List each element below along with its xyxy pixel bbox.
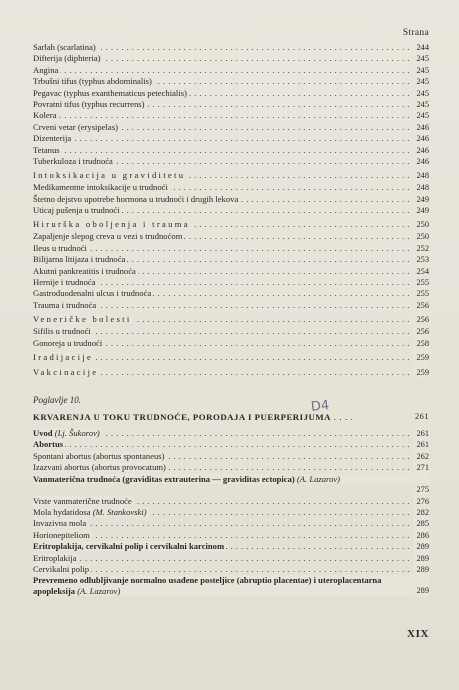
- toc-entry-abortus: [33, 439, 429, 450]
- section-title: Hirurška oboljenja i trauma: [33, 219, 190, 230]
- toc-entry: [33, 243, 429, 254]
- entry-page: 255: [413, 288, 429, 299]
- toc-entry: [33, 564, 429, 575]
- entry-page: 259: [413, 349, 429, 364]
- toc-entry-uvod: [33, 428, 429, 439]
- section-title: Iradijacije: [33, 351, 94, 362]
- entry-title: Prevremeno odlubljivanje normalno usađene posteljice (abruptio placentae) i uteroplacentarna apopleksija (A. Lazarov): [33, 575, 429, 596]
- entry-page: 261: [413, 428, 429, 439]
- entry-title: Ileus u trudnoći: [33, 242, 87, 253]
- entry-title: Crveni vetar (erysipelas): [33, 121, 118, 132]
- toc-entry: [33, 300, 429, 311]
- section-title: Intoksikacija u graviditetu: [33, 170, 186, 181]
- entry-title: Dizenterija: [33, 133, 72, 144]
- section-heading-venereal: [33, 311, 429, 326]
- section-venereal: [33, 326, 429, 349]
- entry-page: 256: [413, 311, 429, 326]
- toc-entry: [33, 110, 429, 121]
- entry-page: 246: [413, 122, 429, 133]
- toc-entry: [33, 326, 429, 337]
- entry-title: Izazvani abortus (abortus provocatum): [33, 462, 166, 473]
- entry-page: 244: [413, 42, 429, 53]
- entry-title: Sifilis u trudnoći: [33, 326, 91, 337]
- section-heading-surgery: [33, 216, 429, 231]
- toc-entry: [33, 496, 429, 507]
- toc-entry: [33, 133, 429, 144]
- entry-page: 286: [413, 530, 429, 541]
- entry-page: 259: [413, 364, 429, 379]
- entry-page: 249: [413, 205, 429, 216]
- section-intoxication: [33, 182, 429, 216]
- entry-title: Medikamentne intoksikacije u trudnoći: [33, 182, 168, 193]
- entry-title: Gastroduodenalni ulcus i trudnoća: [33, 288, 152, 299]
- toc-entry: [33, 88, 429, 99]
- entry-title: Bilijarna litijaza i trudnoća: [33, 254, 126, 265]
- entry-title: Akutni pankreatitis i trudnoća: [33, 265, 136, 276]
- toc-entry: [33, 266, 429, 277]
- entry-title: Eritroplakija: [33, 552, 77, 563]
- entry-title: Povratni tifus (typhus recurrens): [33, 98, 145, 109]
- entry-title: Kolera: [33, 110, 57, 121]
- toc-entry: [33, 530, 429, 541]
- entry-title: Angina: [33, 64, 59, 75]
- handwritten-note: D4: [310, 398, 331, 415]
- section-infections: [33, 42, 429, 167]
- section-heading-intoxication: [33, 167, 429, 182]
- toc-entry: [33, 518, 429, 529]
- section-surgery: [33, 231, 429, 311]
- entry-title: Tuberkuloza i trudnoća: [33, 155, 113, 166]
- table-of-contents: [33, 42, 429, 597]
- page-column-header: Strana: [402, 28, 429, 38]
- entry-page: 262: [413, 451, 429, 462]
- entry-page: 256: [413, 300, 429, 311]
- entry-page: 282: [413, 507, 429, 518]
- toc-entry: [33, 254, 429, 265]
- chapter-title: KRVARENJA U TOKU TRUDNOĆE, PORODAJA I PUERPERIJUMA: [33, 411, 331, 422]
- entry-title: Eritroplakija, cervikalni polip i cervikalni karcinom: [33, 541, 225, 552]
- entry-page: 289: [413, 553, 429, 564]
- toc-entry: [33, 42, 429, 53]
- entry-page: 261: [413, 439, 429, 450]
- toc-entry: [33, 65, 429, 76]
- entry-page: 245: [413, 76, 429, 87]
- toc-entry: [33, 53, 429, 64]
- entry-title: Difterija (diphteria): [33, 53, 101, 64]
- entry-page: 245: [413, 88, 429, 99]
- entry-title: Spontani abortus (abortus spontaneus): [33, 450, 165, 461]
- entry-page: 271: [413, 462, 429, 473]
- entry-title: Horionepiteliom: [33, 529, 90, 540]
- toc-entry: [33, 507, 429, 518]
- entry-page: 255: [413, 277, 429, 288]
- toc-entry: [33, 182, 429, 193]
- toc-entry: [33, 541, 429, 552]
- entry-title: Gonoreja u trudnoći: [33, 337, 103, 348]
- toc-entry: [33, 462, 429, 473]
- entry-title: Abortus: [33, 439, 64, 450]
- entry-page: 289: [413, 541, 429, 552]
- entry-title: Vanmaterična trudnoća (graviditas extrauterina — graviditas ectopica) (A. Lazarov): [33, 474, 429, 485]
- toc-entry: [33, 194, 429, 205]
- entry-page: 261: [414, 411, 429, 421]
- entry-title: Trauma i trudnoća: [33, 299, 97, 310]
- toc-entry: [33, 553, 429, 564]
- entry-page: 246: [413, 145, 429, 156]
- entry-page: 245: [413, 99, 429, 110]
- section-title: Veneričke bolesti: [33, 314, 132, 325]
- entry-title: Uvod (Lj. Šukorov): [33, 427, 100, 438]
- entry-title: Hernije i trudnoća: [33, 277, 96, 288]
- entry-title: Vrste vanmaterične trudnoće: [33, 495, 132, 506]
- entry-page: 250: [413, 216, 429, 231]
- entry-page: 248: [413, 182, 429, 193]
- entry-page: 249: [413, 194, 429, 205]
- entry-title: Pegavac (typhus exanthematicus petechialis): [33, 87, 187, 98]
- section-heading-vaccination: [33, 364, 429, 379]
- entry-page: 258: [413, 338, 429, 349]
- entry-title: Tetanus: [33, 144, 60, 155]
- entry-page: 245: [413, 110, 429, 121]
- section-title: Vakcinacije: [33, 366, 99, 377]
- entry-title: Trbušni tifus (typhus abdominalis): [33, 76, 152, 87]
- entry-page: 289: [413, 564, 429, 575]
- entry-title: Uticaj pušenja u trudnoći: [33, 205, 120, 216]
- entry-page: 275: [413, 485, 429, 496]
- entry-page: 254: [413, 266, 429, 277]
- entry-title: Zapaljenje slepog creva u vezi s trudnoćom: [33, 231, 183, 242]
- entry-page: 250: [413, 231, 429, 242]
- section-heading-irradiation: [33, 349, 429, 364]
- toc-entry: [33, 231, 429, 242]
- entry-title: Invazivna mola: [33, 518, 87, 529]
- entry-page: 248: [413, 167, 429, 182]
- entry-page: 253: [413, 254, 429, 265]
- toc-entry: [33, 99, 429, 110]
- entry-title: Cervikalni polip: [33, 563, 90, 574]
- entry-title: Sarlah (scarlatina): [33, 42, 96, 52]
- entry-title: Mola hydatidosa (M. Stankovski): [33, 506, 147, 517]
- entry-page: 256: [413, 326, 429, 337]
- entry-page: 245: [413, 53, 429, 64]
- toc-entry: [33, 156, 429, 167]
- toc-entry: [33, 205, 429, 216]
- chapter-title-row: KRVARENJA U TOKU TRUDNOĆE, PORODAJA I PUERPERIJUMA . . . . 261: [33, 411, 429, 422]
- toc-entry-abruptio: [33, 575, 429, 597]
- toc-entry: [33, 288, 429, 299]
- page-number: XIX: [407, 628, 429, 640]
- toc-entry-ectopic: [33, 474, 429, 496]
- entry-page: 246: [413, 156, 429, 167]
- entry-page: 285: [413, 518, 429, 529]
- entry-title: Štetno dejstvo upotrebe hormona u trudnoći i drugih lekova: [33, 193, 239, 204]
- toc-entry: [33, 122, 429, 133]
- toc-entry: [33, 338, 429, 349]
- toc-entry: [33, 145, 429, 156]
- entry-page: 289: [413, 586, 429, 597]
- entry-page: 276: [413, 496, 429, 507]
- toc-entry: [33, 76, 429, 87]
- entry-page: 246: [413, 133, 429, 144]
- entry-page: 245: [413, 65, 429, 76]
- chapter-label: Poglavlje 10.: [33, 394, 81, 405]
- entry-page: 252: [413, 243, 429, 254]
- toc-entry: [33, 277, 429, 288]
- toc-entry: [33, 451, 429, 462]
